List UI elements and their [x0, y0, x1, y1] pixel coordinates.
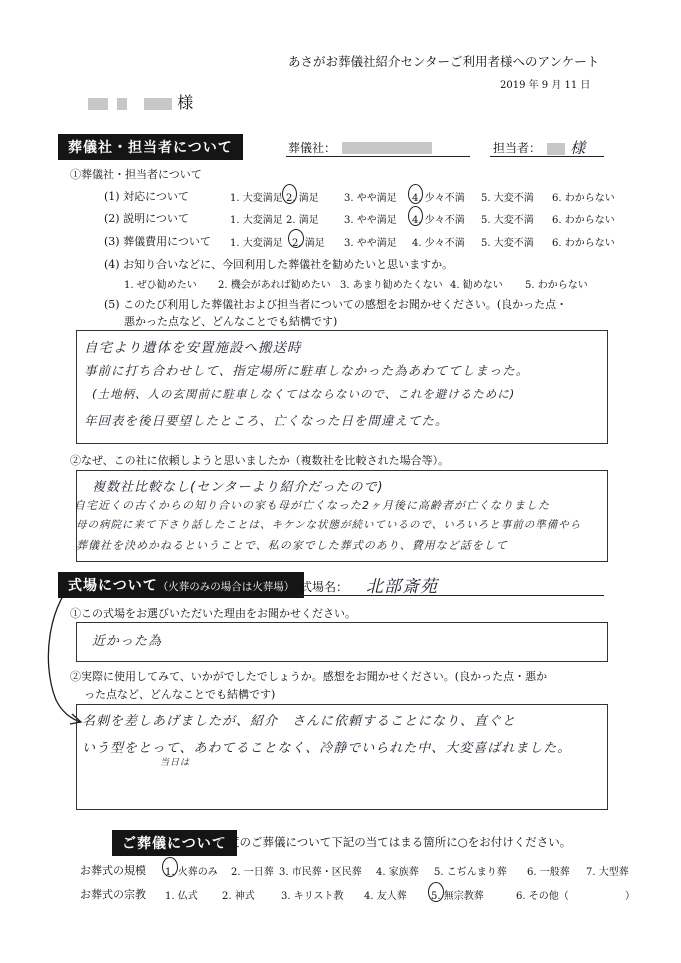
question-4: (4) お知り合いなどに、今回利用した葬儀社を勧めたいと思いますか。: [104, 258, 454, 271]
row-3-option-6: 6. わからない: [552, 238, 615, 249]
answer-q2-line-1: 複数社比較なし(センターより紹介だったので): [92, 480, 384, 495]
scale-option-2: 2. 一日葬: [231, 867, 274, 878]
row-3-option-4: 4. 少々不満: [412, 238, 465, 249]
q4-option-3: 3. あまり勧めたくない: [340, 280, 443, 291]
row-3-option-2: 2. 満足: [292, 238, 325, 249]
recipient-suffix: 様: [177, 93, 194, 112]
row-1-label: (1) 対応について: [104, 190, 189, 203]
religion-option-4: 4. 友人葬: [364, 891, 407, 902]
row-2-option-4: 4. 少々不満: [412, 215, 465, 226]
venue-question-1: ①この式場をお選びいただいた理由をお聞かせください。: [70, 607, 356, 620]
answer-q5-line-3: (土地柄、人の玄関前に駐車しなくてはならないので、これを避けるために): [92, 387, 516, 401]
staff-label: 担当者：: [493, 141, 542, 155]
answer-circle-mark: [162, 857, 178, 877]
row-1-option-2: 2. 満足: [286, 193, 319, 204]
religion-option-3: 3. キリスト教: [281, 891, 344, 902]
question-2: ②なぜ、この社に依頼しようと思いましたか（複数社を比較された場合等）。: [70, 454, 450, 467]
funeral-company-label: 葬儀社：: [288, 141, 337, 155]
religion-option-2: 2. 神式: [222, 891, 255, 902]
venue-section-title: 式場について: [68, 578, 158, 594]
venue-section-note: （火葬のみの場合は火葬場）: [157, 581, 295, 593]
answer-q2-line-4: 葬儀社を決めかねるということで、私の家でした葬式のあり、費用など話をして: [76, 539, 508, 552]
funeral-religion-label: お葬式の宗教: [80, 888, 146, 901]
survey-title: あさがお葬儀社紹介センターご利用者様へのアンケート: [288, 54, 600, 69]
question-5-line-2: 悪かった点など、どんなことでも結構です): [124, 315, 338, 328]
scale-option-3: 3. 市民葬・区民葬: [279, 867, 362, 878]
row-3-label: (3) 葬儀費用について: [104, 235, 211, 248]
scale-option-5: 5. こぢんまり葬: [434, 867, 507, 878]
question-1: ①葬儀社・担当者について: [70, 168, 202, 181]
row-1-option-1: 1. 大変満足: [230, 193, 283, 204]
venue-question-2-line-1: ②実際に使用してみて、いかがでしたでしょうか。感想をお聞かせください。(良かった点・悪か: [70, 670, 548, 683]
q4-option-1: 1. ぜひ勧めたい: [124, 280, 197, 291]
row-1-option-5: 5. 大変不満: [481, 193, 534, 204]
scale-option-1: 1. 火葬のみ: [165, 867, 218, 878]
answer-q2-line-3: 母の病院に来て下さり話したことは、キケンな状態が続いているので、いろいろと事前の準備やら: [76, 519, 582, 531]
scale-option-7: 7. 大型葬: [586, 867, 629, 878]
underline: [298, 595, 604, 596]
question-5-line-1: (5) このたび利用した葬儀社および担当者についての感想をお聞かせください。(良かった点・: [104, 298, 568, 311]
row-2-label: (2) 説明について: [104, 212, 189, 225]
section-header-venue: [58, 572, 304, 598]
row-2-option-3: 3. やや満足: [344, 215, 397, 226]
scale-option-4: 4. 家族葬: [376, 867, 419, 878]
q4-option-2: 2. 機会があれば勧めたい: [218, 280, 331, 291]
row-1-option-4: 4. 少々不満: [412, 193, 465, 204]
answer-q2-line-2: 自宅近くの古くからの知り合いの家も母が亡くなった2ヶ月後に高齢者が亡くなりました: [74, 499, 550, 512]
venue-name-handwritten: 北部斎苑: [366, 577, 438, 597]
religion-option-5: 5. 無宗教葬: [431, 891, 484, 902]
staff-handwritten: 様: [570, 139, 587, 157]
row-3-option-5: 5. 大変不満: [481, 238, 534, 249]
funeral-scale-label: お葬式の規模: [80, 864, 146, 877]
row-2-option-6: 6. わからない: [552, 215, 615, 226]
row-2-option-2: 2. 満足: [286, 215, 319, 226]
row-1-option-3: 3. やや満足: [344, 193, 397, 204]
row-2-option-1: 1. 大変満足: [230, 215, 283, 226]
row-1-option-6: 6. わからない: [552, 193, 615, 204]
answer-q5-line-1: 自宅より遺体を安置施設へ搬送時: [84, 340, 302, 356]
religion-option-6-close: ）: [625, 891, 635, 902]
survey-date: 2019 年 9 月 11 日: [500, 80, 591, 91]
section-header-funeral: ご葬儀について: [112, 830, 237, 856]
answer-q5-line-2: 事前に打ち合わせして、指定場所に駐車しなかった為あわててしまった。: [84, 363, 530, 378]
row-3-option-1: 1. 大変満足: [230, 238, 283, 249]
venue-answer-1: 近かった為: [92, 634, 163, 649]
q4-option-5: 5. わからない: [525, 280, 588, 291]
venue-answer-2-note: 当日は: [160, 758, 191, 768]
religion-option-1: 1. 仏式: [165, 891, 198, 902]
venue-answer-2-line-1: 名刺を差しあげましたが、紹介 さんに依頼することになり、直ぐと: [82, 714, 517, 729]
scale-option-6: 6. 一般葬: [527, 867, 570, 878]
funeral-instruction: この度のご葬儀について下記の当てはまる箇所に○をお付けください。: [205, 835, 572, 849]
venue-label: 式場名：: [300, 580, 349, 594]
q4-option-4: 4. 勧めない: [450, 280, 503, 291]
row-3-option-3: 3. やや満足: [344, 238, 397, 249]
venue-answer-2-line-2: いう型をとって、あわてることなく、冷静でいられた中、大変喜ばれました。: [82, 741, 572, 756]
venue-question-2-line-2: った点など、どんなことでも結構です): [84, 688, 276, 701]
section-header-funeral-company: 葬儀社・担当者について: [58, 134, 243, 160]
religion-option-6: 6. その他（: [516, 891, 569, 902]
row-2-option-5: 5. 大変不満: [481, 215, 534, 226]
answer-circle-mark: [428, 882, 444, 902]
answer-q5-line-4: 年回表を後日要望したところ、亡くなった日を間違えてた。: [84, 413, 449, 428]
